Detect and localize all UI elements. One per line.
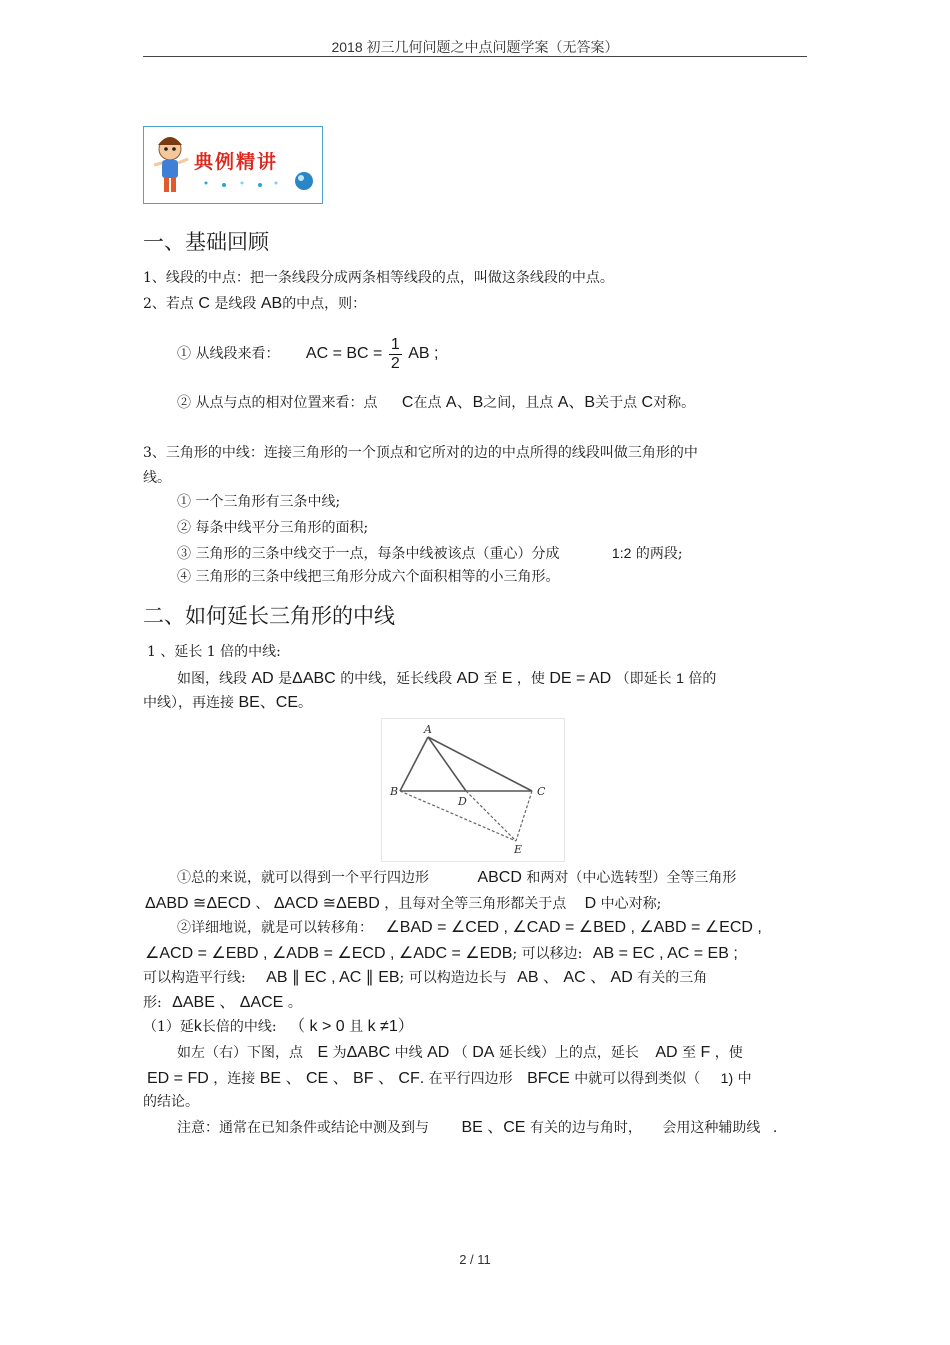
k-construction-line-2: ED = FD ，连接 BE 、 CE 、 BF 、 CF. 在平行四边形 BFCE 中就可以得到类似（ 1) 中 — [147, 1070, 752, 1087]
label-A: A — [424, 723, 432, 736]
label-D: D — [458, 795, 467, 808]
header-rule — [143, 56, 807, 57]
header-title: 2018 初三几何问题之中点问题学案（无答案） — [331, 39, 619, 55]
label-B: B — [390, 785, 399, 798]
badge-label: 典例精讲 — [194, 151, 279, 173]
one-half-fraction: $\frac{1}{2}$ — [390, 335, 400, 372]
median-definition-cont: 线。 — [143, 470, 171, 486]
section2-heading: 二、如何延长三角形的中线 — [143, 604, 395, 628]
median-fact-4: ④ 三角形的三条中线把三角形分成六个面积相等的小三角形。 — [177, 569, 560, 585]
conclusion-line-4: ∠ACD = ∠EBD , ∠ADB = ∠ECD , ∠ADC = ∠EDB; 可以移边: AB = EC , AC = EB ; — [145, 945, 738, 962]
page-number: 2 / 11 — [459, 1252, 491, 1267]
label-E: E — [514, 843, 523, 856]
midpoint-definition: 1、线段的中点：把一条线段分成两条相等线段的点，叫做这条线段的中点。 — [143, 270, 614, 286]
k-construction-line-3: 的结论。 — [143, 1094, 199, 1110]
note: 注意：通常在已知条件或结论中测及到与 BE 、CE 有关的边与角时， 会用这种辅助线 . — [177, 1119, 778, 1136]
triangle-median-diagram — [382, 719, 564, 861]
conclusion-line-5: 可以构造平行线: AB ∥ EC , AC ∥ EB; 可以构造边长与 AB 、 AC 、 AD 有关的三角 — [143, 969, 708, 986]
conclusion-line-3: ②详细地说，就是可以转移角： ∠BAD = ∠CED , ∠CAD = ∠BED , ∠ABD = ∠ECD , — [177, 919, 762, 936]
conclusion-line-6: 形: ΔABE 、 ΔACE 。 — [143, 994, 302, 1011]
conclusion-line-2: ΔABD ≅ΔECD 、 ΔACD ≅ΔEBD ，且每对全等三角形都关于点 D 中心对称; — [145, 895, 662, 912]
median-fact-2: ② 每条中线平分三角形的面积; — [177, 520, 369, 536]
example-badge — [143, 126, 323, 204]
midpoint-condition: 2、若点 C 是线段 AB的中点，则： — [143, 295, 367, 312]
conclusion-line-1: ①总的来说，就可以得到一个平行四边形 ABCD 和两对（中心选转型）全等三角形 — [177, 869, 737, 886]
k-times-median-title: （1）延k长倍的中线: （ k > 0 且 k ≠1） — [143, 1018, 414, 1035]
median-fact-1: ① 一个三角形有三条中线; — [177, 494, 341, 510]
label-C: C — [537, 785, 546, 798]
section1-heading: 一、基础回顾 — [143, 230, 269, 254]
k-construction-line-1: 如左（右）下图，点 E 为ΔABC 中线 AD （ DA 延长线）上的点，延长 AD 至 F ，使 — [177, 1044, 743, 1061]
double-median-title: 1 、延长 1 倍的中线: — [147, 644, 281, 660]
median-definition: 3、三角形的中线：连接三角形的一个顶点和它所对的边的中点所得的线段叫做三角形的中 — [143, 445, 698, 461]
segment-view-item: ① 从线段来看： AC = BC = $\frac{1}{2}$ AB ; — [177, 335, 439, 372]
construction-line-1: 如图，线段 AD 是ΔABC 的中线，延长线段 AD 至 E ，使 DE = AD （即延长 1 倍的 — [177, 670, 717, 687]
position-view-item: ② 从点与点的相对位置来看：点 C在点 A、B之间，且点 A、B关于点 C对称。 — [177, 394, 696, 411]
median-fact-3: ③ 三角形的三条中线交于一点，每条中线被该点（重心）分成 1:2 的两段; — [177, 545, 683, 562]
triangle-figure — [381, 718, 565, 862]
construction-line-2: 中线），再连接 BE、CE。 — [143, 694, 313, 711]
